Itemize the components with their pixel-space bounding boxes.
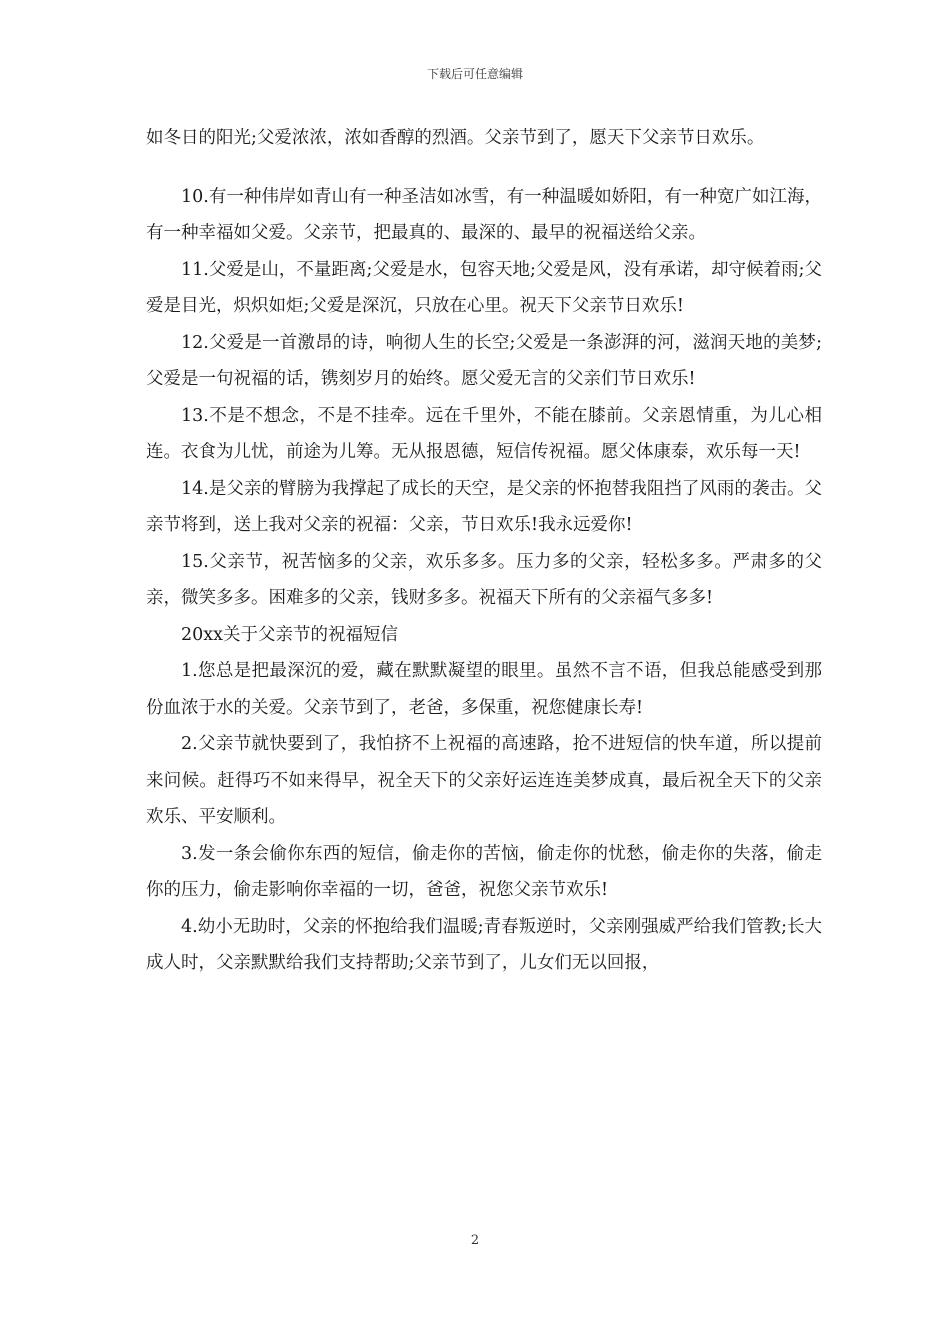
paragraph-10: 10.有一种伟岸如青山有一种圣洁如冰雪，有一种温暖如娇阳，有一种宽广如江海，有一种幸福如父爱。父亲节，把最真的、最深的、最早的祝福送给父亲。 [146, 186, 822, 243]
paragraph-11: 11.父爱是山，不量距离;父爱是水，包容天地;父爱是风，没有承诺，却守候着雨;父爱是目光，炽炽如炬;父爱是深沉，只放在心里。祝天下父亲节日欢乐! [146, 259, 822, 316]
paragraph-14: 14.是父亲的臂膀为我撑起了成长的天空，是父亲的怀抱替我阻挡了风雨的袭击。父亲节将到，送上我对父亲的祝福：父亲，节日欢乐!我永远爱你! [146, 478, 822, 535]
paragraph-15: 15.父亲节，祝苦恼多的父亲，欢乐多多。压力多的父亲，轻松多多。严肃多的父亲，微笑多多。困难多的父亲，钱财多多。祝福天下所有的父亲福气多多! [146, 551, 822, 608]
page-number: 2 [470, 1233, 480, 1248]
document-body [146, 120, 822, 982]
section-heading: 20xx关于父亲节的祝福短信 [181, 624, 399, 645]
paragraph-4: 4.幼小无助时，父亲的怀抱给我们温暖;青春叛逆时，父亲刚强威严给我们管教;长大成人时，父亲默默给我们支持帮助;父亲节到了，儿女们无以回报， [146, 916, 822, 973]
paragraph-13: 13.不是不想念，不是不挂牵。远在千里外，不能在膝前。父亲恩情重，为儿心相连。衣食为儿忧，前途为儿筹。无从报恩德，短信传祝福。愿父体康泰，欢乐每一天! [146, 405, 822, 462]
paragraph-1: 1.您总是把最深沉的爱，藏在默默凝望的眼里。虽然不言不语，但我总能感受到那份血浓于水的关爱。父亲节到了，老爸，多保重，祝您健康长寿! [146, 661, 822, 718]
paragraph-3: 3.发一条会偷你东西的短信，偷走你的苦恼，偷走你的忧愁，偷走你的失落，偷走你的压力，偷走影响你幸福的一切，爸爸，祝您父亲节欢乐! [146, 843, 822, 900]
paragraph-12: 12.父爱是一首激昂的诗，响彻人生的长空;父爱是一条澎湃的河，滋润天地的美梦;父爱是一句祝福的话，镌刻岁月的始终。愿父爱无言的父亲们节日欢乐! [146, 332, 822, 389]
paragraph-continued: 如冬日的阳光;父爱浓浓，浓如香醇的烈酒。父亲节到了，愿天下父亲节日欢乐。 [146, 128, 765, 148]
paragraph-2: 2.父亲节就快要到了，我怕挤不上祝福的高速路，抢不进短信的快车道，所以提前来问候。赶得巧不如来得早，祝全天下的父亲好运连连美梦成真，最后祝全天下的父亲欢乐、平安顺利。 [146, 734, 822, 827]
page-header: 下载后可任意编辑 [426, 67, 523, 81]
